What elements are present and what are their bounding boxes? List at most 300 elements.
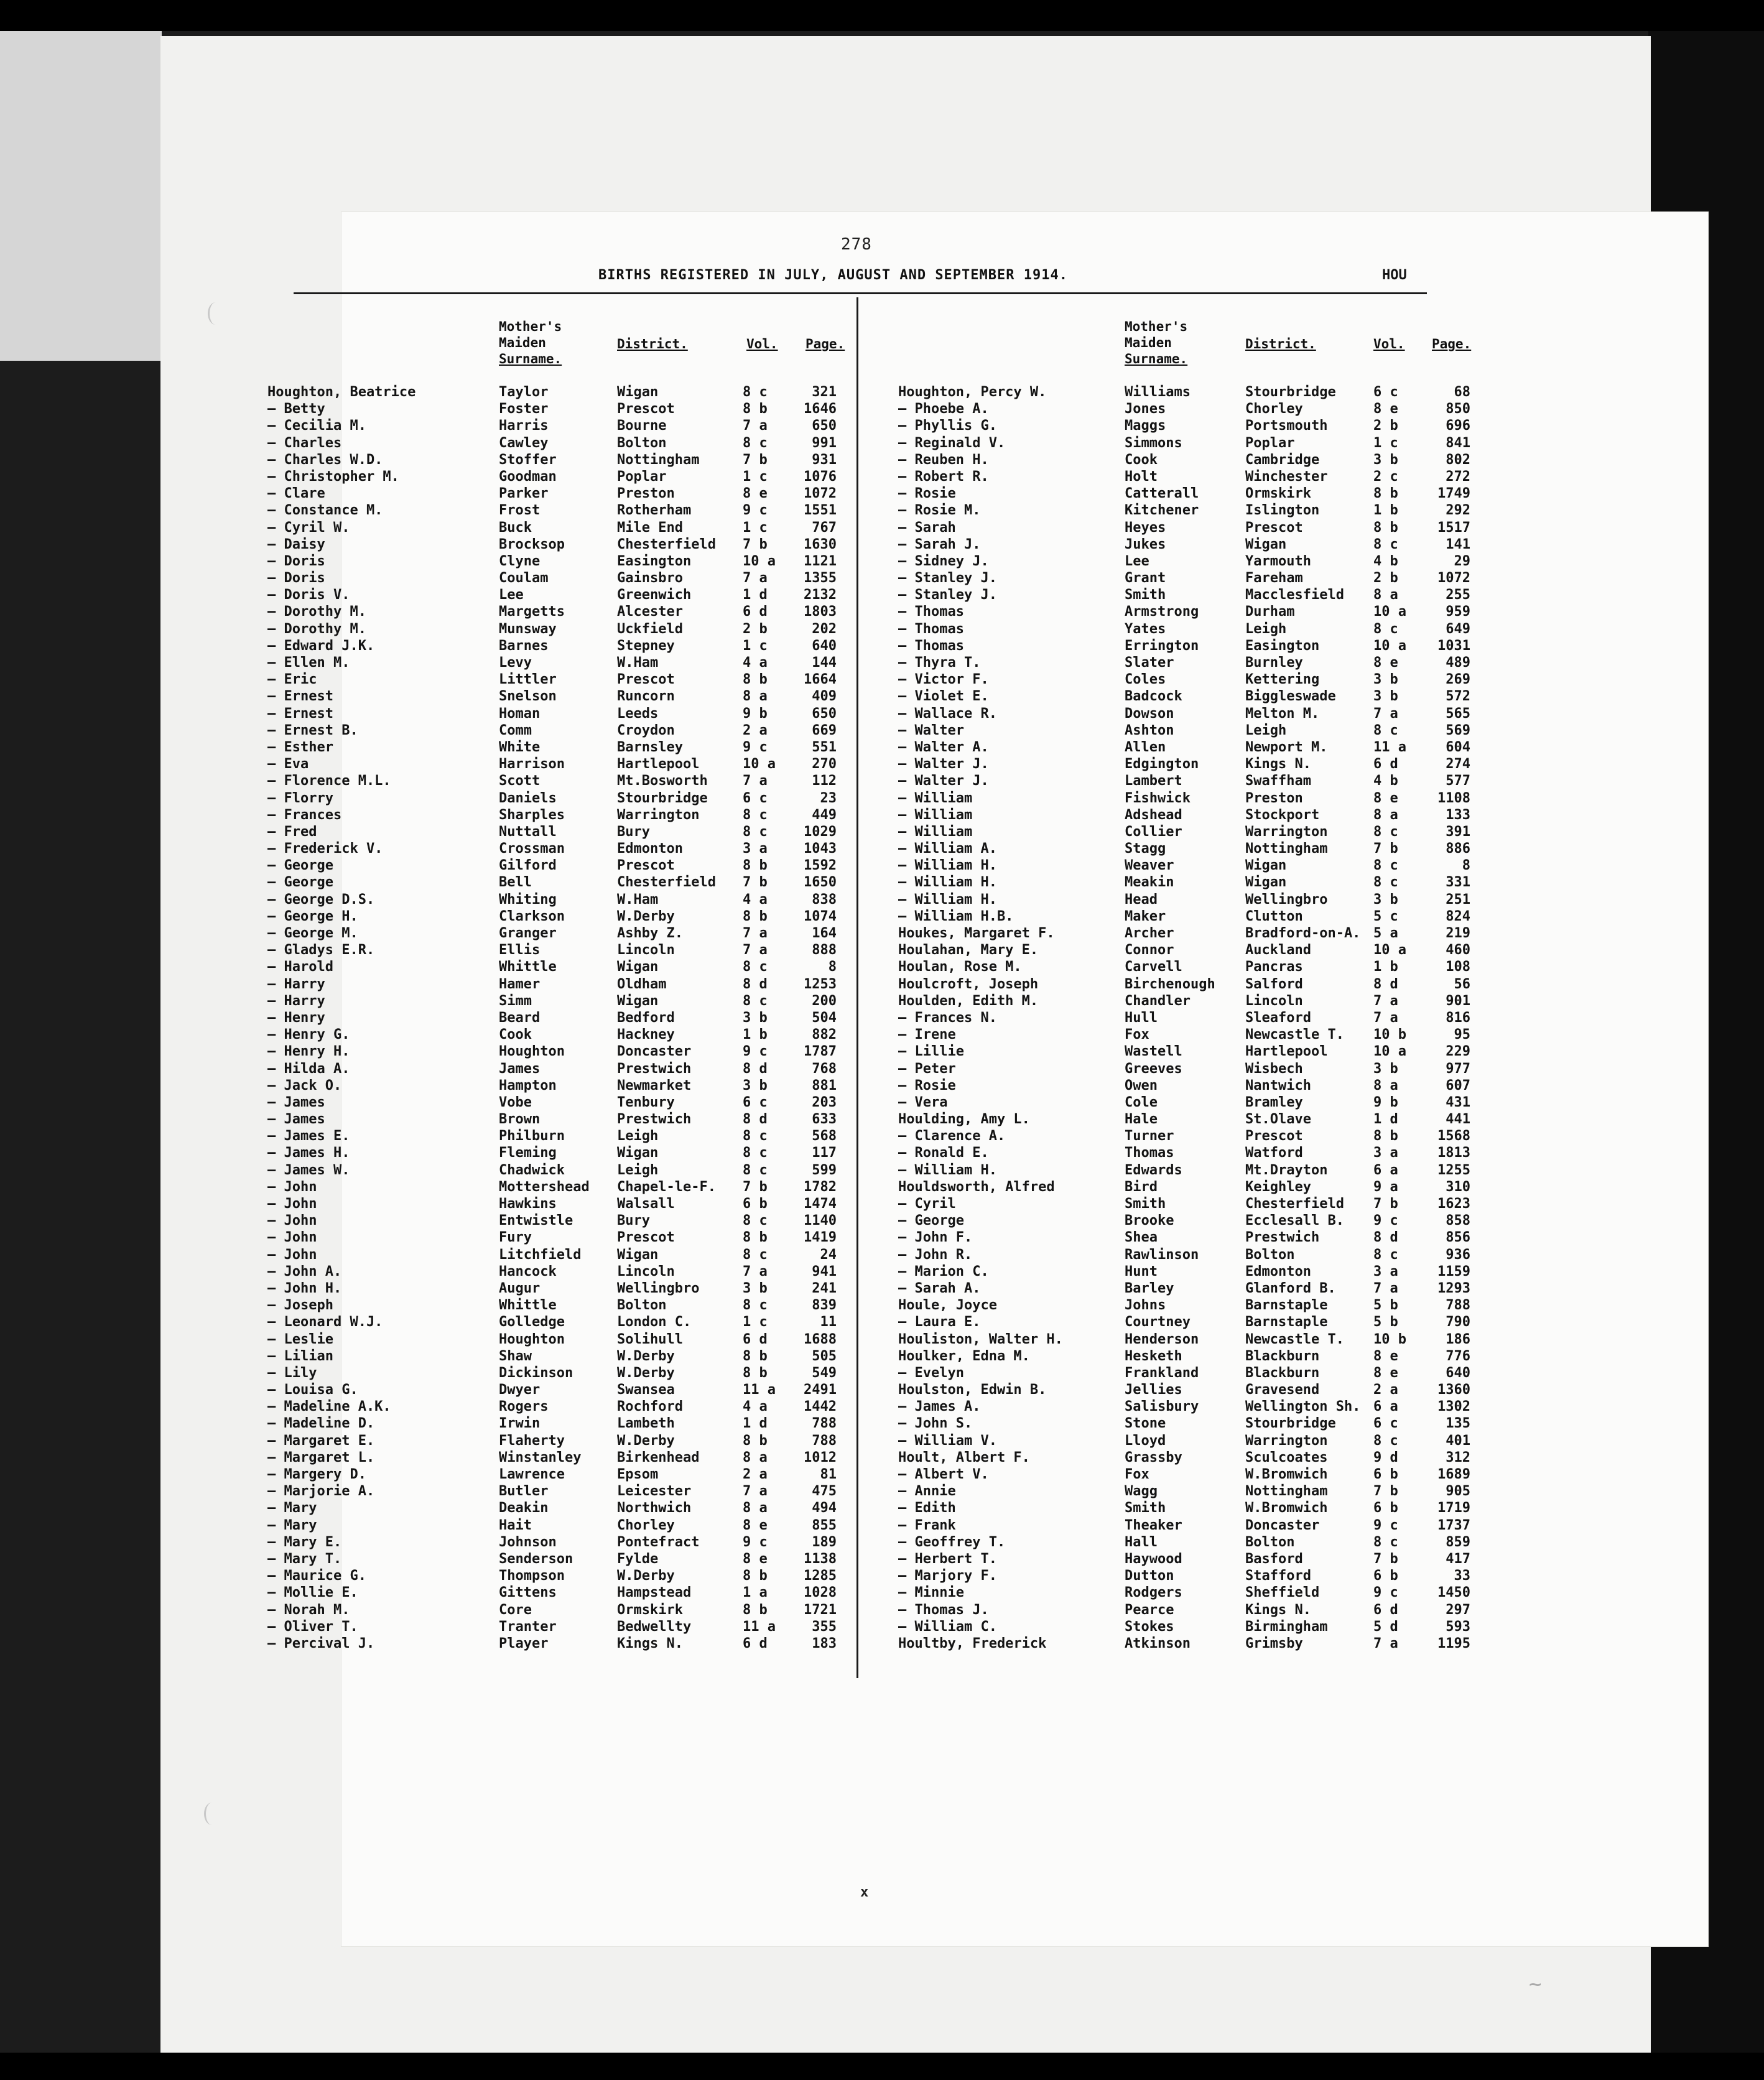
entry-mother-surname: Shea [1125, 1230, 1158, 1246]
entry-district: Bedwellty [617, 1618, 692, 1635]
entry-page: 824 [1446, 908, 1470, 924]
entry-page: 941 [812, 1263, 837, 1279]
entry-page: 270 [812, 756, 837, 773]
entry-page: 1140 [804, 1213, 837, 1229]
entry-page: 1419 [804, 1230, 837, 1246]
entry-mother-surname: Granger [499, 926, 557, 941]
entry-page: 768 [812, 1061, 837, 1077]
register-entry [898, 485, 1477, 502]
entry-name: Houlker, Edna M. [898, 1348, 1030, 1364]
entry-page: 959 [1446, 604, 1470, 620]
entry-district: Preston [1245, 790, 1303, 806]
entry-vol: 6 d [743, 1331, 768, 1347]
entry-mother-surname: Stoffer [499, 452, 557, 468]
entry-vol: 6 b [743, 1196, 768, 1212]
entry-mother-surname: Augur [499, 1280, 541, 1296]
entry-vol: 8 b [743, 1230, 768, 1246]
entry-name: Houldsworth, Alfred [898, 1179, 1055, 1195]
entry-mother-surname: Edgington [1125, 756, 1199, 773]
register-entry [898, 790, 1477, 807]
entry-vol: 1 d [743, 587, 768, 603]
entry-mother-surname: Wagg [1125, 1483, 1158, 1500]
entry-name: — Henry [267, 1010, 325, 1026]
entry-page: 460 [1446, 942, 1470, 959]
entry-district: Runcorn [617, 689, 675, 705]
entry-name: — Thomas [898, 638, 964, 654]
entry-mother-surname: Turner [1125, 1128, 1174, 1144]
entry-district: Nottingham [1245, 1483, 1328, 1500]
entry-name: — Percival J. [267, 1635, 375, 1651]
entry-vol: 3 b [743, 1077, 768, 1093]
entry-vol: 6 d [1373, 1602, 1398, 1618]
header-mother-line1: Mother's [1125, 319, 1188, 334]
entry-mother-surname: Maker [1125, 908, 1166, 924]
register-entry [267, 1381, 855, 1398]
entry-mother-surname: Littler [499, 672, 557, 688]
register-entry [267, 1618, 855, 1635]
register-entry [267, 874, 855, 891]
entry-mother-surname: Collier [1125, 824, 1182, 840]
entry-district: Warrington [1245, 1432, 1328, 1449]
register-entry [898, 1263, 1477, 1280]
entry-vol: 8 b [743, 672, 768, 688]
entry-district: St.Olave [1245, 1112, 1311, 1128]
entry-district: Newport M. [1245, 739, 1328, 755]
entry-mother-surname: Johns [1125, 1298, 1166, 1314]
entry-name: — Mary E. [267, 1534, 342, 1550]
entry-page: 788 [1446, 1298, 1470, 1314]
entry-name: — Oliver T. [267, 1618, 358, 1635]
entry-vol: 8 a [1373, 1077, 1398, 1093]
entry-mother-surname: Grant [1125, 570, 1166, 587]
entry-district: Fareham [1245, 570, 1303, 587]
entry-page: 568 [812, 1128, 837, 1144]
entry-vol: 7 a [743, 926, 768, 941]
entry-page: 1749 [1437, 486, 1470, 502]
register-entry [898, 840, 1477, 857]
entry-name: — James E. [267, 1128, 350, 1144]
entry-page: 1029 [804, 824, 837, 840]
entry-district: W.Ham [617, 655, 659, 671]
entry-page: 292 [1446, 503, 1470, 519]
entry-mother-surname: Hall [1125, 1534, 1158, 1550]
entry-page: 859 [1446, 1534, 1470, 1550]
entry-page: 1689 [1437, 1467, 1470, 1482]
header-vol: Vol. [1373, 337, 1405, 351]
entry-name: Houghton, Beatrice [267, 384, 416, 400]
entry-page: 1012 [804, 1449, 837, 1465]
punch-hole-mark [208, 302, 223, 325]
register-entry [267, 452, 855, 468]
entry-page: 409 [812, 689, 837, 705]
entry-vol: 1 c [743, 468, 768, 485]
entry-name: — Doris [267, 553, 325, 569]
entry-page: 1293 [1437, 1280, 1470, 1296]
entry-page: 189 [812, 1534, 837, 1550]
entry-name: — Margery D. [267, 1467, 366, 1482]
entry-page: 640 [1446, 1365, 1470, 1381]
entry-mother-surname: Houghton [499, 1331, 565, 1347]
entry-name: Houlding, Amy L. [898, 1112, 1030, 1128]
entry-vol: 8 c [743, 824, 768, 840]
register-entry [898, 688, 1477, 705]
entry-mother-surname: James [499, 1061, 541, 1077]
entry-page: 1253 [804, 976, 837, 992]
register-entry [267, 1365, 855, 1381]
register-entry [267, 1026, 855, 1043]
entry-vol: 6 c [1373, 1416, 1398, 1432]
entry-page: 68 [1454, 384, 1470, 400]
entry-name: — Betty [267, 401, 325, 417]
entry-page: 117 [812, 1145, 837, 1161]
entry-name: — John [267, 1247, 317, 1263]
entry-name: — Marion C. [898, 1263, 989, 1279]
entry-vol: 3 a [1373, 1263, 1398, 1279]
entry-name: — William H. [898, 858, 997, 874]
entry-name: — Frances N. [898, 1010, 997, 1026]
entry-page: 1664 [804, 672, 837, 688]
entry-district: Keighley [1245, 1179, 1311, 1195]
entry-vol: 8 c [743, 1247, 768, 1263]
entry-mother-surname: Coles [1125, 672, 1166, 688]
entry-page: 1568 [1437, 1128, 1470, 1144]
entry-name: — Henry G. [267, 1027, 350, 1043]
entry-mother-surname: Daniels [499, 790, 557, 806]
entry-district: Leigh [617, 1128, 659, 1144]
entry-mother-surname: Cook [1125, 452, 1158, 468]
entry-name: Houliston, Walter H. [898, 1331, 1063, 1347]
entry-vol: 6 c [743, 1094, 768, 1110]
entry-name: — Cyril W. [267, 519, 350, 536]
register-entry [267, 570, 855, 587]
entry-vol: 8 c [1373, 858, 1398, 874]
entry-name: — John A. [267, 1263, 342, 1279]
entry-mother-surname: Rawlinson [1125, 1247, 1199, 1263]
entry-page: 1285 [804, 1568, 837, 1584]
entry-mother-surname: Atkinson [1125, 1635, 1191, 1651]
entry-page: 1195 [1437, 1635, 1470, 1651]
entry-vol: 3 b [1373, 1061, 1398, 1077]
entry-district: Easington [1245, 638, 1320, 654]
register-entry [267, 654, 855, 671]
entry-district: Rotherham [617, 503, 692, 519]
entry-district: Poplar [617, 468, 667, 485]
register-entry [898, 570, 1477, 587]
column-divider [856, 297, 858, 1678]
entry-district: Wigan [617, 959, 659, 975]
entry-name: — Lillie [898, 1044, 964, 1060]
register-entry [267, 1398, 855, 1415]
entry-mother-surname: Player [499, 1635, 549, 1651]
entry-mother-surname: Smith [1125, 1196, 1166, 1212]
entry-name: Houlcroft, Joseph [898, 976, 1039, 992]
entry-mother-surname: Snelson [499, 689, 557, 705]
register-entry [267, 1483, 855, 1500]
entry-page: 401 [1446, 1432, 1470, 1449]
register-entry [267, 1144, 855, 1161]
entry-district: Chesterfield [1245, 1196, 1344, 1212]
entry-name: — William [898, 824, 973, 840]
entry-name: — John [267, 1196, 317, 1212]
header-mother-line3: Surname. [499, 351, 562, 366]
entry-name: — Marjory F. [898, 1568, 997, 1584]
entry-page: 229 [1446, 1044, 1470, 1060]
entry-vol: 6 a [1373, 1162, 1398, 1178]
entry-page: 133 [1446, 807, 1470, 823]
entry-page: 269 [1446, 672, 1470, 688]
entry-mother-surname: Nuttall [499, 824, 557, 840]
entry-name: — John [267, 1213, 317, 1229]
entry-vol: 8 b [1373, 519, 1398, 536]
register-entry [267, 1449, 855, 1466]
entry-district: Lincoln [617, 1263, 675, 1279]
left-entries [267, 384, 855, 1652]
entry-name: — Jack O. [267, 1077, 342, 1093]
entry-name: Houlahan, Mary E. [898, 942, 1039, 959]
header-mother-line1: Mother's [499, 319, 562, 334]
entry-vol: 1 c [1373, 435, 1398, 451]
entry-district: Preston [617, 486, 675, 502]
entry-mother-surname: Hait [499, 1517, 532, 1533]
entry-district: Mile End [617, 519, 683, 536]
register-entry [267, 468, 855, 485]
register-entry [898, 891, 1477, 908]
entry-page: 881 [812, 1077, 837, 1093]
entry-mother-surname: Lawrence [499, 1467, 565, 1482]
entry-name: — Maurice G. [267, 1568, 366, 1584]
entry-page: 355 [812, 1618, 837, 1635]
entry-mother-surname: Harris [499, 418, 549, 434]
entry-vol: 9 c [743, 739, 768, 755]
entry-district: Bedford [617, 1010, 675, 1026]
entry-vol: 10 a [1373, 1044, 1406, 1060]
entry-mother-surname: Jones [1125, 401, 1166, 417]
entry-vol: 6 d [743, 1635, 768, 1651]
entry-district: W.Derby [617, 1348, 675, 1364]
entry-mother-surname: Head [1125, 891, 1158, 908]
entry-mother-surname: Tranter [499, 1618, 557, 1635]
entry-page: 633 [812, 1112, 837, 1128]
entry-mother-surname: Scott [499, 773, 541, 789]
entry-district: Durham [1245, 604, 1295, 620]
entry-district: Blackburn [1245, 1365, 1320, 1381]
entry-district: Cambridge [1245, 452, 1320, 468]
entry-name: — Marjorie A. [267, 1483, 375, 1500]
entry-mother-surname: Jukes [1125, 536, 1166, 552]
entry-mother-surname: Henderson [1125, 1331, 1199, 1347]
entry-mother-surname: Cook [499, 1027, 532, 1043]
entry-vol: 1 b [1373, 503, 1398, 519]
entry-district: Chorley [617, 1517, 675, 1533]
entry-mother-surname: Smith [1125, 1500, 1166, 1516]
entry-name: — Charles [267, 435, 342, 451]
register-entry [267, 401, 855, 417]
entry-district: Gravesend [1245, 1382, 1320, 1398]
title-rule [294, 292, 1427, 294]
entry-district: Bradford-on-A. [1245, 926, 1361, 941]
entry-district: W.Ham [617, 891, 659, 908]
entry-mother-surname: Frankland [1125, 1365, 1199, 1381]
entry-district: Chesterfield [617, 536, 716, 552]
register-entry [267, 1415, 855, 1432]
entry-name: — Edward J.K. [267, 638, 375, 654]
entry-page: 504 [812, 1010, 837, 1026]
entry-name: — Vera [898, 1094, 948, 1110]
entry-name: — Lilian [267, 1348, 333, 1364]
entry-vol: 10 a [1373, 604, 1406, 620]
register-entry [898, 1179, 1477, 1196]
entry-name: — Robert R. [898, 468, 989, 485]
entry-page: 816 [1446, 1010, 1470, 1026]
header-district: District. [617, 337, 688, 351]
entry-mother-surname: Winstanley [499, 1449, 582, 1465]
entry-vol: 5 d [1373, 1618, 1398, 1635]
register-entry [898, 1432, 1477, 1449]
register-entry [898, 587, 1477, 603]
entry-page: 1108 [1437, 790, 1470, 806]
entry-page: 11 [820, 1314, 837, 1330]
register-entry [267, 891, 855, 908]
entry-page: 33 [1454, 1568, 1470, 1584]
entry-page: 599 [812, 1162, 837, 1178]
entry-vol: 7 a [743, 1483, 768, 1500]
entry-name: — James [267, 1112, 325, 1128]
entry-vol: 7 b [1373, 841, 1398, 857]
register-entry [267, 671, 855, 688]
entry-vol: 4 a [743, 891, 768, 908]
entry-page: 2132 [804, 587, 837, 603]
entry-vol: 1 c [743, 638, 768, 654]
entry-name: — Florence M.L. [267, 773, 391, 789]
entry-name: — Victor F. [898, 672, 989, 688]
entry-mother-surname: Dowson [1125, 705, 1174, 722]
entry-mother-surname: Fury [499, 1230, 532, 1246]
register-entry [267, 840, 855, 857]
entry-name: — Fred [267, 824, 317, 840]
entry-district: Epsom [617, 1467, 659, 1482]
entry-mother-surname: Cole [1125, 1094, 1158, 1110]
entry-name: — Albert V. [898, 1467, 989, 1482]
register-entry [267, 1247, 855, 1263]
entry-district: Ormskirk [617, 1602, 683, 1618]
entry-page: 1159 [1437, 1263, 1470, 1279]
entry-district: Easington [617, 553, 692, 569]
entry-mother-surname: Barnes [499, 638, 549, 654]
entry-district: Tenbury [617, 1094, 675, 1110]
entry-district: Melton M. [1245, 705, 1320, 722]
entry-page: 788 [812, 1432, 837, 1449]
entry-name: — Mollie E. [267, 1585, 358, 1601]
entry-district: Nottingham [617, 452, 700, 468]
entry-vol: 1 b [1373, 959, 1398, 975]
register-entry [898, 1466, 1477, 1483]
entry-mother-surname: Beard [499, 1010, 541, 1026]
register-entry [898, 773, 1477, 789]
entry-mother-surname: Yates [1125, 621, 1166, 637]
register-entry [898, 671, 1477, 688]
register-entry [267, 1602, 855, 1618]
entry-district: Pancras [1245, 959, 1303, 975]
register-entry [898, 807, 1477, 824]
register-entry [898, 1534, 1477, 1551]
entry-name: Hoult, Albert F. [898, 1449, 1030, 1465]
entry-vol: 5 b [1373, 1298, 1398, 1314]
register-entry [267, 1111, 855, 1128]
entry-vol: 4 a [743, 1399, 768, 1415]
entry-page: 108 [1446, 959, 1470, 975]
entry-name: — Dorothy M. [267, 604, 366, 620]
entry-vol: 6 b [1373, 1568, 1398, 1584]
entry-mother-surname: Fleming [499, 1145, 557, 1161]
entry-vol: 3 b [1373, 672, 1398, 688]
entry-name: Houghton, Percy W. [898, 384, 1047, 400]
entry-page: 297 [1446, 1602, 1470, 1618]
entry-vol: 3 b [1373, 452, 1398, 468]
entry-mother-surname: Munsway [499, 621, 557, 637]
register-entry [267, 417, 855, 434]
entry-mother-surname: Taylor [499, 384, 549, 400]
entry-name: — Charles W.D. [267, 452, 383, 468]
entry-page: 856 [1446, 1230, 1470, 1246]
entry-page: 1719 [1437, 1500, 1470, 1516]
entry-mother-surname: Connor [1125, 942, 1174, 959]
entry-district: Prescot [1245, 519, 1303, 536]
entry-district: Wigan [617, 1145, 659, 1161]
register-entry [898, 1297, 1477, 1314]
entry-page: 1474 [804, 1196, 837, 1212]
register-entry [267, 1584, 855, 1601]
entry-name: — George M. [267, 926, 358, 941]
entry-mother-surname: Golledge [499, 1314, 565, 1330]
entry-name: — Eva [267, 756, 309, 773]
entry-mother-surname: Flaherty [499, 1432, 565, 1449]
entry-mother-surname: Litchfield [499, 1247, 582, 1263]
entry-page: 441 [1446, 1112, 1470, 1128]
entry-vol: 2 a [743, 722, 768, 738]
header-mother-line2: Maiden [499, 335, 546, 350]
entry-district: Auckland [1245, 942, 1311, 959]
entry-district: Gainsbro [617, 570, 683, 587]
entry-vol: 8 b [743, 1602, 768, 1618]
entry-page: 577 [1446, 773, 1470, 789]
entry-district: Bourne [617, 418, 667, 434]
register-entry [267, 756, 855, 773]
entry-page: 1360 [1437, 1382, 1470, 1398]
entry-mother-surname: Brocksop [499, 536, 565, 552]
register-entry [898, 638, 1477, 654]
entry-district: Watford [1245, 1145, 1303, 1161]
entry-district: W.Derby [617, 1432, 675, 1449]
register-entry [267, 435, 855, 452]
entry-mother-surname: Irwin [499, 1416, 541, 1432]
entry-district: Rochford [617, 1399, 683, 1415]
entry-vol: 9 b [743, 705, 768, 722]
entry-name: — Esther [267, 739, 333, 755]
entry-vol: 8 e [743, 1551, 768, 1567]
entry-name: — Rosie [898, 1077, 956, 1093]
register-entry [898, 401, 1477, 417]
entry-mother-surname: Thomas [1125, 1145, 1174, 1161]
register-entry [898, 1381, 1477, 1398]
entry-district: Sleaford [1245, 1010, 1311, 1026]
entry-district: Bolton [617, 1298, 667, 1314]
entry-district: Lincoln [617, 942, 675, 959]
register-entry [267, 1094, 855, 1111]
entry-name: — George [267, 858, 333, 874]
register-entry [267, 1635, 855, 1652]
section-tag: HOU [1382, 267, 1407, 283]
entry-mother-surname: Heyes [1125, 519, 1166, 536]
